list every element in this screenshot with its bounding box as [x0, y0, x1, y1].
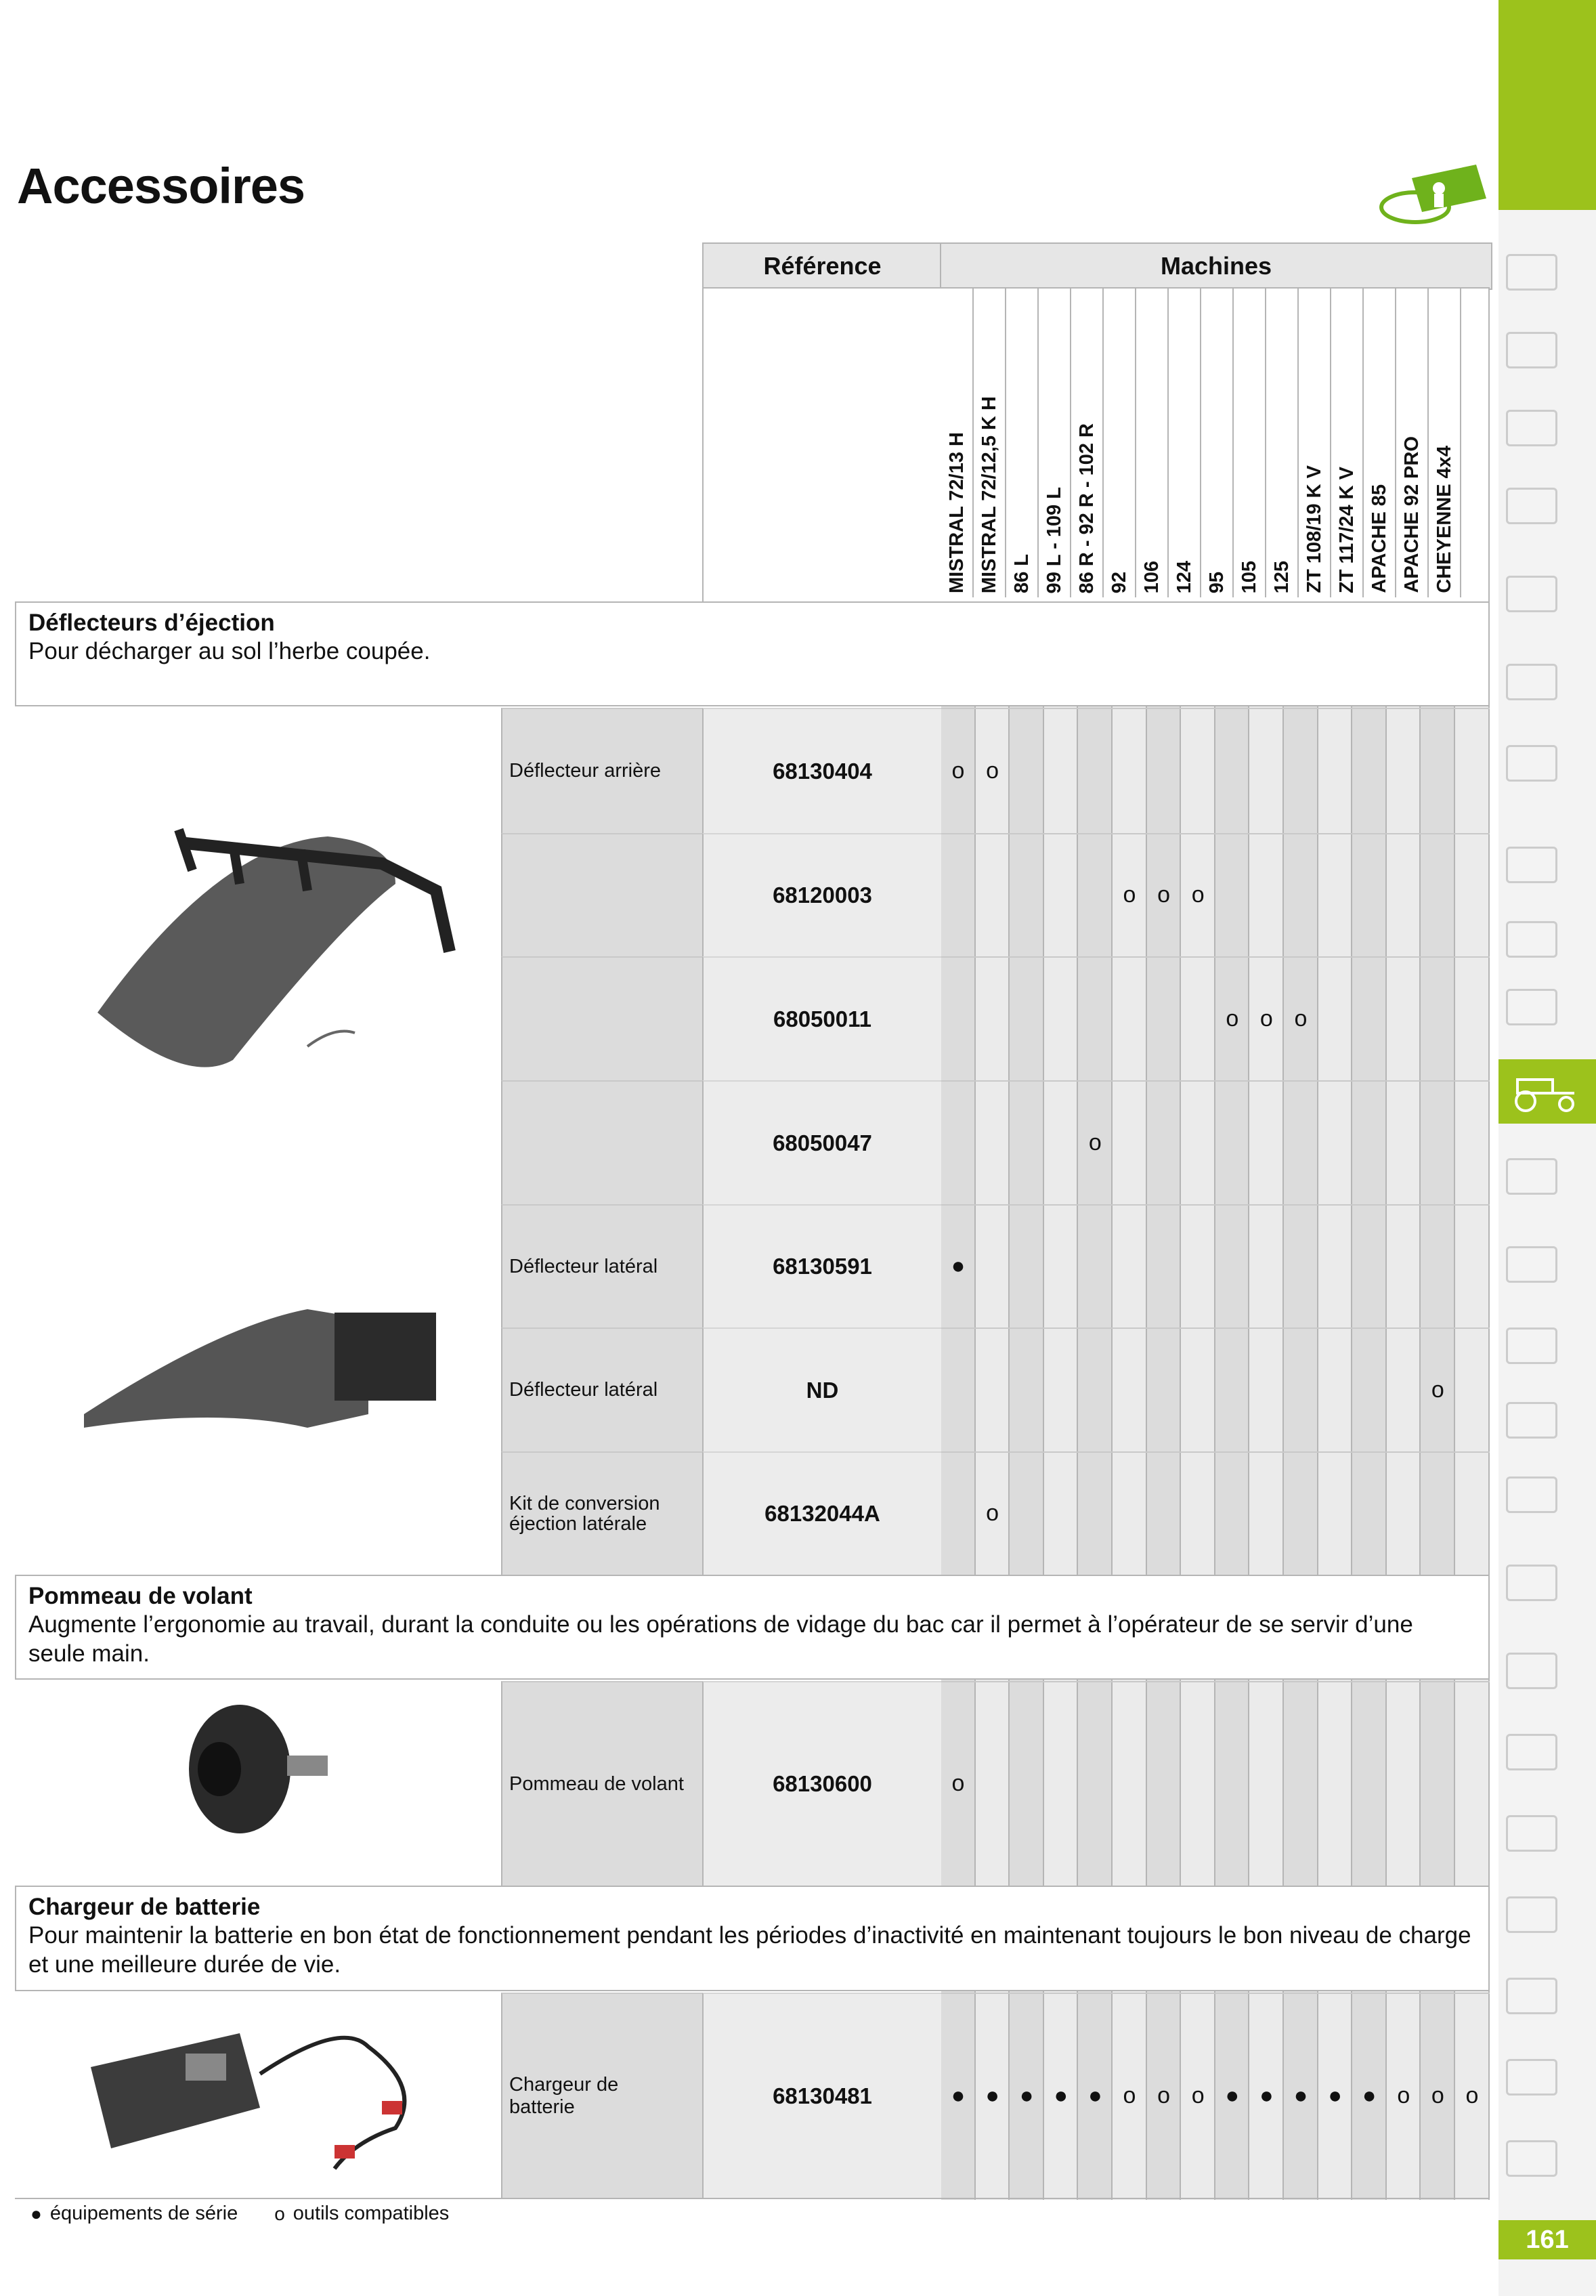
trailer-icon[interactable] [1506, 1734, 1557, 1770]
product-name-cell [501, 1080, 702, 1204]
product-name: Pommeau de volant [509, 1772, 684, 1795]
oil-icon[interactable] [1506, 2140, 1557, 2177]
machine-header-label: MISTRAL 72/12,5 K H [978, 396, 1000, 593]
page-title: Accessoires [17, 158, 305, 214]
shredder-icon[interactable] [1506, 1402, 1557, 1439]
standard-equipment-mark: ● [1088, 2082, 1102, 2108]
reference-cell [702, 1993, 941, 2198]
compatible-tool-mark: o [986, 757, 999, 784]
standard-equipment-mark: ● [985, 2082, 999, 2108]
side-index-active-tractor[interactable] [1498, 1059, 1596, 1124]
product-name: Chargeur de batterie [509, 2073, 619, 2118]
compatible-tool-mark: o [1191, 2082, 1205, 2108]
legend-compatible-label: outils compatibles [293, 2203, 450, 2224]
compatible-tool-mark: o [986, 1500, 999, 1526]
standard-equipment-mark: ● [1293, 2082, 1308, 2108]
reference-cell [702, 708, 941, 833]
compatible-tool-mark: o [1431, 2082, 1444, 2108]
machine-header-label: APACHE 85 [1368, 484, 1390, 593]
compatible-tool-mark: o [1226, 1005, 1239, 1032]
pommeau-image [16, 1681, 502, 1886]
tiller-icon[interactable] [1506, 1327, 1557, 1364]
product-name-cell [501, 833, 702, 956]
machine-header-label: ZT 108/19 K V [1303, 465, 1325, 593]
hedge-trimmer-icon[interactable] [1506, 410, 1557, 446]
header-machines: Machines [940, 242, 1492, 290]
section-description: Pour maintenir la batterie en bon état de fonctionnement pendant les périodes d’inactivité en maintenant toujours le bon niveau de charge et une meilleure durée de vie. [28, 1922, 1471, 1978]
row-separator [941, 708, 1490, 709]
reference-cell [702, 1451, 941, 1575]
table-bottom-border [15, 2198, 1490, 2199]
row-separator [941, 1451, 1490, 1453]
tractor-icon [1498, 1059, 1596, 1124]
machine-header [1364, 289, 1396, 597]
lawnmower-icon[interactable] [1506, 664, 1557, 700]
machine-header [1104, 289, 1136, 597]
row-separator [941, 1204, 1490, 1206]
machine-header-label: ZT 117/24 K V [1335, 467, 1358, 593]
standard-equipment-mark: ● [1259, 2082, 1274, 2108]
page-number: 161 [1498, 2220, 1596, 2259]
machine-header-label: 86 L [1010, 553, 1033, 593]
product-name-cell [501, 1681, 702, 1886]
self-propelled-mower-icon[interactable] [1506, 921, 1557, 958]
brushcutter-icon[interactable] [1506, 576, 1557, 612]
reference-cell [702, 956, 941, 1080]
legend [30, 2203, 449, 2225]
legend-standard-label: équipements de série [49, 2203, 238, 2224]
compatible-tool-mark: o [1294, 1005, 1308, 1032]
rider-icon[interactable] [1506, 847, 1557, 883]
machine-header-label: 86 R - 92 R - 102 R [1075, 423, 1098, 593]
product-name-cell [501, 956, 702, 1080]
compatible-tool-mark: o [1088, 1129, 1102, 1155]
section-heading: Déflecteurs d’éjection [28, 610, 275, 636]
product-name: Déflecteur arrière [509, 760, 662, 782]
machine-header [1266, 289, 1299, 597]
reference-cell [702, 1327, 941, 1451]
machine-header-label: 106 [1140, 560, 1163, 593]
row-separator [941, 833, 1490, 834]
section-description: Augmente l’ergonomie au travail, durant la conduite ou les opérations de vidage du bac car il permet à l’opérateur de se servir d’une seule main. [28, 1611, 1413, 1667]
machine-header [1169, 289, 1201, 597]
machine-header-label: 105 [1238, 560, 1260, 593]
standard-equipment-mark: ● [951, 2082, 966, 2108]
robot-mower-icon[interactable] [1506, 745, 1557, 782]
machine-header [941, 289, 974, 597]
machine-header [1396, 289, 1429, 597]
reference-number: 68120003 [773, 883, 872, 908]
reference-number: 68130600 [773, 1771, 872, 1796]
product-name-cell [501, 1204, 702, 1327]
compatible-tool-mark: o [1191, 882, 1205, 908]
snow-blower-icon[interactable] [1506, 1158, 1557, 1195]
row-separator [941, 1080, 1490, 1082]
reference-number: 68130404 [773, 758, 872, 784]
auger-icon[interactable] [1506, 1476, 1557, 1513]
reference-number: 68130591 [773, 1254, 872, 1279]
log-splitter-icon[interactable] [1506, 1246, 1557, 1283]
compatible-tool-mark: o [1157, 2082, 1171, 2108]
deflecteur-lateral-image [16, 1204, 502, 1573]
machine-header [1234, 289, 1266, 597]
compatible-tool-mark: o [1465, 2082, 1479, 2108]
battery-icon[interactable] [1506, 254, 1557, 291]
product-name-cell [501, 1327, 702, 1451]
machine-header-label: 92 [1108, 571, 1130, 593]
row-separator [941, 1327, 1490, 1329]
reference-number: ND [806, 1377, 839, 1403]
reference-number: 68050047 [773, 1130, 872, 1155]
compatible-tool-mark: o [951, 757, 965, 784]
machine-header [1331, 289, 1364, 597]
legend-compatible-symbol: o [274, 2203, 285, 2224]
reference-number: 68132044A [764, 1501, 880, 1526]
product-name-cell [501, 1451, 702, 1575]
machine-header [1006, 289, 1039, 597]
product-name: Déflecteur latéral [509, 1379, 658, 1401]
original-accessories-logo-icon [1375, 161, 1503, 232]
machine-header-label: MISTRAL 72/13 H [945, 432, 968, 593]
product-name: Déflecteur latéral [509, 1255, 658, 1277]
tshirt-icon[interactable] [1506, 2059, 1557, 2096]
chargeur-image [16, 1993, 502, 2198]
legend-standard-symbol: ● [30, 2203, 42, 2224]
product-name-cell [501, 708, 702, 833]
machine-header-label: 99 L - 109 L [1043, 486, 1065, 593]
section-description: Pour décharger au sol l’herbe coupée. [28, 638, 431, 664]
sprayer-icon[interactable] [1506, 1653, 1557, 1689]
compatible-tool-mark: o [951, 1770, 965, 1796]
standard-equipment-mark: ● [1328, 2082, 1342, 2108]
reference-cell [702, 1204, 941, 1327]
standard-equipment-mark: ● [1362, 2082, 1377, 2108]
machine-header-label: 124 [1173, 560, 1195, 593]
machine-header-label: CHEYENNE 4x4 [1433, 446, 1455, 593]
reference-cell [702, 1681, 941, 1886]
section-pommeau [15, 1575, 1490, 1680]
section-heading: Chargeur de batterie [28, 1894, 261, 1920]
pump-icon[interactable] [1506, 1896, 1557, 1933]
machine-header [1201, 289, 1234, 597]
standard-equipment-mark: ● [1054, 2082, 1069, 2108]
reference-cell [702, 833, 941, 956]
deflecteur-arriere-image [16, 708, 502, 1202]
section-heading: Pommeau de volant [28, 1583, 253, 1609]
compatible-tool-mark: o [1123, 882, 1136, 908]
section-deflecteurs [15, 601, 1490, 706]
reference-number: 68050011 [773, 1006, 871, 1032]
standard-equipment-mark: ● [951, 1253, 966, 1279]
machine-header-label: 95 [1205, 571, 1228, 593]
standard-equipment-mark: ● [1225, 2082, 1240, 2108]
row-separator [941, 956, 1490, 958]
compatible-tool-mark: o [1123, 2082, 1136, 2108]
gloves-icon[interactable] [1506, 1978, 1557, 2014]
section-chargeur [15, 1886, 1490, 1991]
header-reference: Référence [702, 242, 943, 290]
machine-header [1299, 289, 1331, 597]
compatible-tool-mark: o [1259, 1005, 1273, 1032]
compatible-tool-mark: o [1397, 2082, 1410, 2108]
reference-cell [702, 1080, 941, 1204]
machine-header-label: APACHE 92 PRO [1400, 436, 1423, 593]
generator-icon[interactable] [1506, 1815, 1557, 1852]
side-index-top-band [1498, 0, 1596, 210]
reference-number: 68130481 [773, 2083, 872, 2108]
row-separator [941, 1993, 1490, 1994]
row-separator [941, 1681, 1490, 1682]
machine-header-label: 125 [1270, 560, 1293, 593]
pole-saw-icon[interactable] [1506, 488, 1557, 524]
machine-headers [941, 289, 1461, 597]
standard-equipment-mark: ● [1019, 2082, 1034, 2108]
scarifier-icon[interactable] [1506, 989, 1557, 1025]
compatible-tool-mark: o [1157, 882, 1171, 908]
product-name: Kit de conversion éjection latérale [509, 1493, 660, 1535]
blower-icon[interactable] [1506, 1565, 1557, 1601]
compatible-tool-mark: o [1431, 1376, 1444, 1403]
machine-header [1039, 289, 1071, 597]
machine-header [974, 289, 1006, 597]
machine-header [1429, 289, 1461, 597]
product-name-cell [501, 1993, 702, 2198]
machine-header [1071, 289, 1104, 597]
chainsaw-icon[interactable] [1506, 332, 1557, 368]
machine-header [1136, 289, 1169, 597]
